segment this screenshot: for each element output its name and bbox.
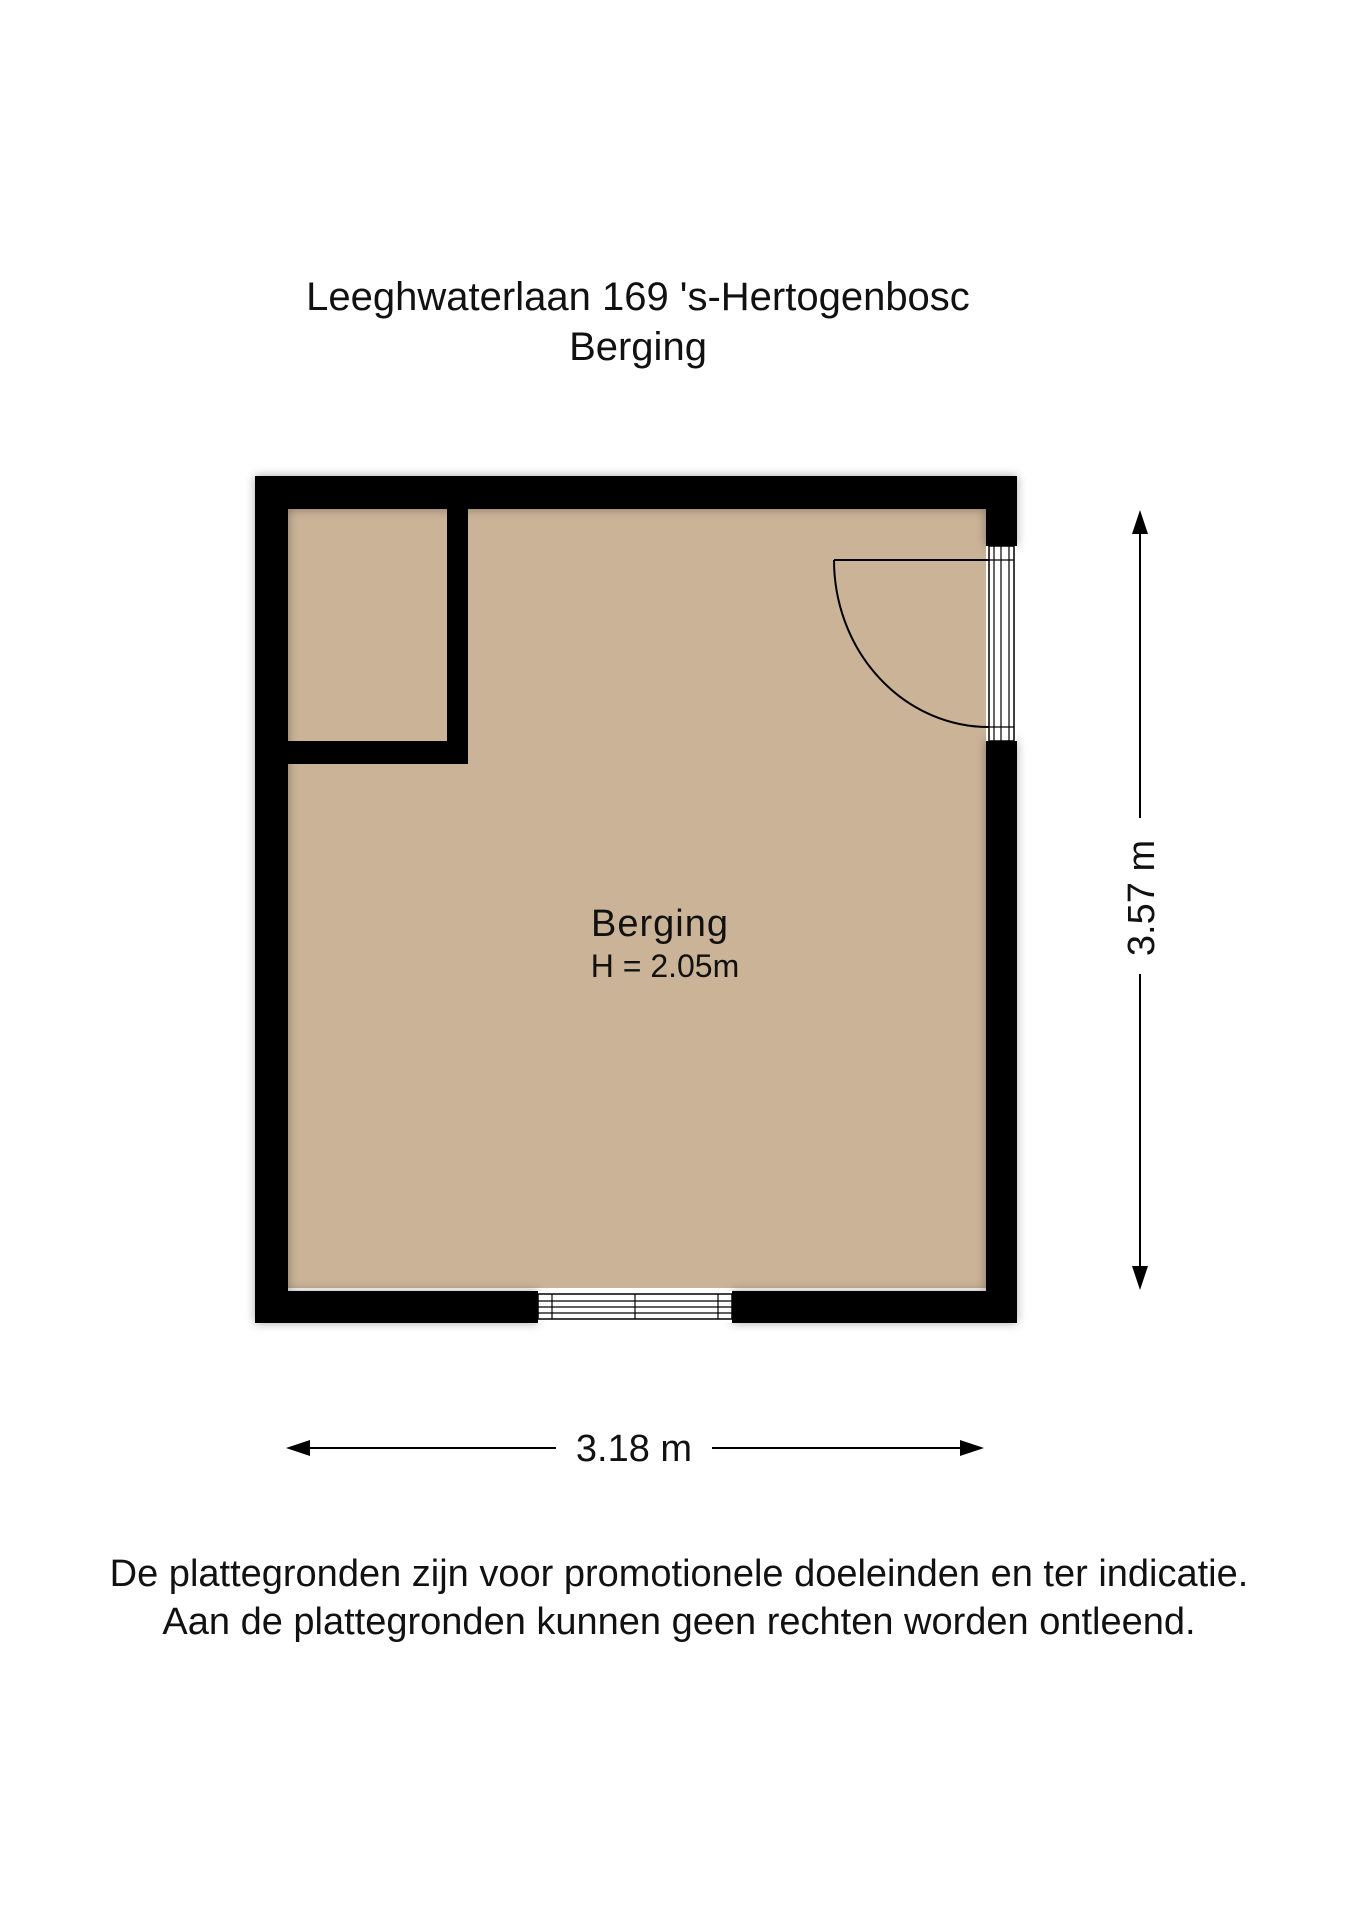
window-bottom	[538, 1291, 732, 1323]
width-label: 3.18 m	[575, 1428, 693, 1470]
room-name-label: Berging	[591, 903, 729, 945]
right-wall-lower	[986, 741, 1017, 1323]
address-title: Leeghwaterlaan 169 's-Hertogenbosc	[306, 275, 970, 319]
arrow-left-icon	[286, 1440, 310, 1456]
width-dimension	[286, 1428, 984, 1470]
floor-title: Berging	[569, 325, 707, 369]
arrow-down-icon	[1132, 1266, 1148, 1290]
arrow-up-icon	[1132, 510, 1148, 534]
room-floor	[288, 508, 988, 1288]
arrow-right-icon	[960, 1440, 984, 1456]
right-wall-upper	[986, 476, 1017, 546]
bottom-wall-left	[255, 1291, 538, 1323]
depth-dimension	[1121, 510, 1163, 1290]
top-wall	[255, 476, 1017, 509]
bottom-wall-right	[732, 1291, 1017, 1323]
niche-wall-vertical	[447, 509, 468, 764]
disclaimer-line-1: De plattegronden zijn voor promotionele doeleinden en ter indicatie.	[109, 1553, 1249, 1595]
disclaimer-line-2: Aan de plattegronden kunnen geen rechten worden ontleend.	[162, 1601, 1196, 1643]
window-right	[986, 546, 1017, 741]
room-height-label: H = 2.05m	[590, 948, 740, 984]
disclaimer	[0, 1550, 1358, 1646]
left-wall	[255, 476, 288, 1323]
depth-label: 3.57 m	[1121, 839, 1163, 957]
niche-wall-horizontal	[288, 741, 468, 764]
